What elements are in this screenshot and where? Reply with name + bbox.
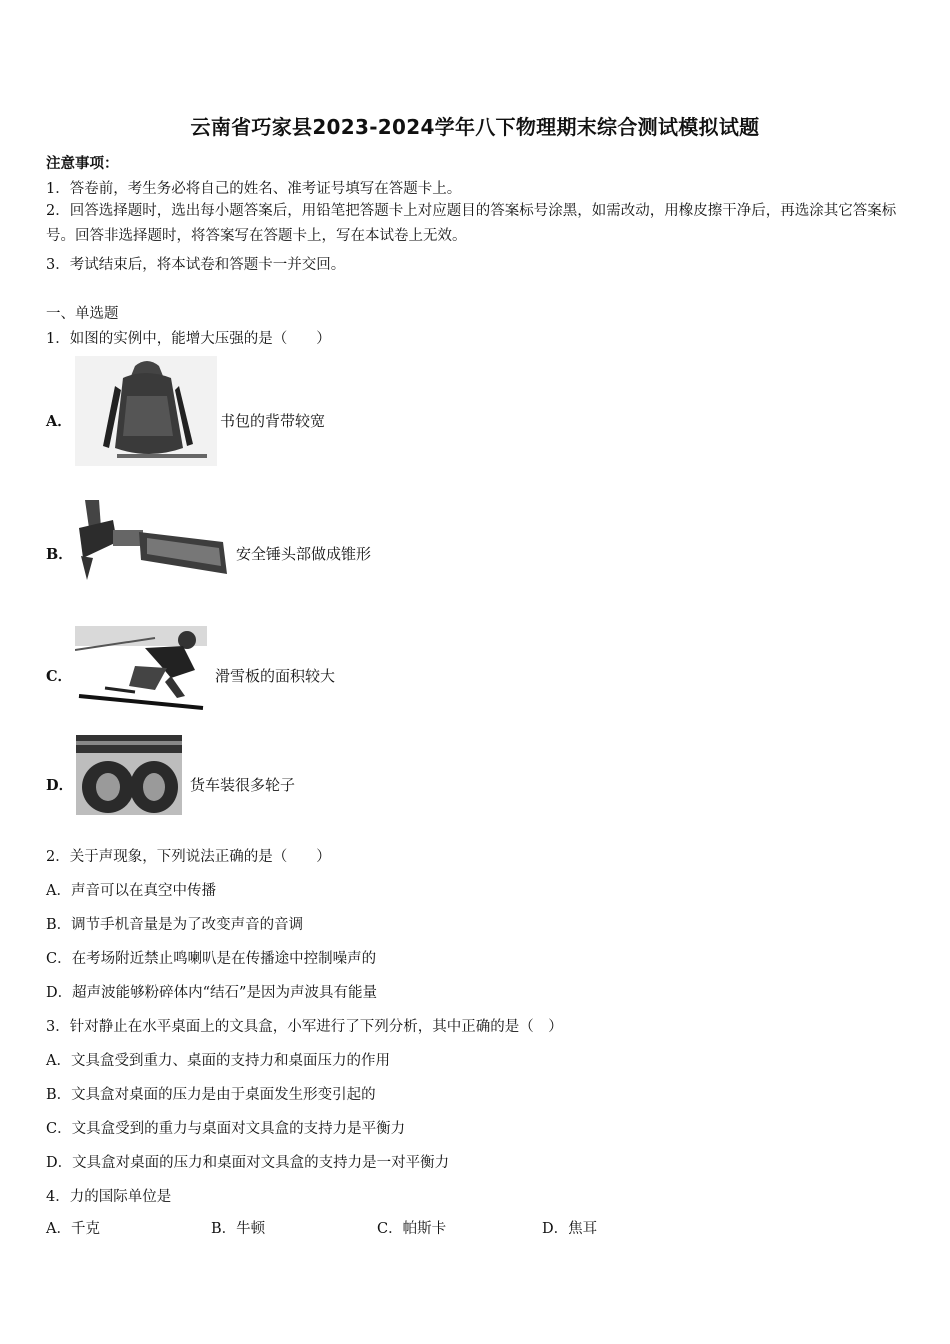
- section-heading: 一、单选题: [46, 306, 119, 322]
- notice-heading: 注意事项：: [46, 155, 119, 172]
- q1-option-d-caption: 货车装很多轮子: [190, 776, 296, 794]
- q1-option-b-letter: B．: [46, 546, 73, 563]
- backpack-icon: [75, 356, 217, 466]
- q3-option-d: D．文具盒对桌面的压力和桌面对文具盒的支持力是一对平衡力: [46, 1155, 450, 1171]
- q4-option-b: B．牛顿: [211, 1221, 266, 1237]
- q2-option-d: D．超声波能够粉碎体内“结石”是因为声波具有能量: [46, 985, 377, 1001]
- q3-stem: 3．针对静止在水平桌面上的文具盒，小军进行了下列分析，其中正确的是（ ）: [46, 1019, 563, 1035]
- q4-option-a: A．千克: [46, 1221, 100, 1237]
- q4-option-d: D．焦耳: [542, 1221, 598, 1237]
- q3-option-a: A．文具盒受到重力、桌面的支持力和桌面压力的作用: [46, 1053, 390, 1069]
- q3-option-b: B．文具盒对桌面的压力是由于桌面发生形变引起的: [46, 1087, 376, 1103]
- notice-item-3: 3．考试结束后，将本试卷和答题卡一并交回。: [46, 257, 346, 273]
- notice-item-2: 2．回答选择题时，选出每小题答案后，用铅笔把答题卡上对应题目的答案标号涂黑，如需改动，用橡皮擦干净后，再选涂其它答案标号。回答非选择题时，将答案写在答题卡上，写在本试卷上无效。: [46, 203, 897, 244]
- skier-icon: [75, 626, 207, 712]
- notice-item-1: 1．答卷前，考生务必将自己的姓名、准考证号填写在答题卡上。: [46, 181, 462, 197]
- q2-option-c: C．在考场附近禁止鸣喇叭是在传播途中控制噪声的: [46, 951, 377, 967]
- q1-stem: 1．如图的实例中，能增大压强的是（ ）: [46, 331, 331, 347]
- q1-option-c-caption: 滑雪板的面积较大: [215, 667, 336, 685]
- q4-option-c: C．帕斯卡: [377, 1221, 447, 1237]
- q2-stem: 2．关于声现象，下列说法正确的是（ ）: [46, 849, 331, 865]
- q2-option-a: A．声音可以在真空中传播: [46, 883, 216, 899]
- safety-hammer-icon: [73, 498, 231, 586]
- q2-option-b: B．调节手机音量是为了改变声音的音调: [46, 917, 304, 933]
- q1-option-b-caption: 安全锤头部做成锥形: [236, 545, 372, 563]
- q3-option-c: C．文具盒受到的重力与桌面对文具盒的支持力是平衡力: [46, 1121, 406, 1137]
- q1-option-c-letter: C．: [46, 668, 73, 685]
- truck-wheels-icon: [76, 735, 182, 815]
- q4-stem: 4．力的国际单位是: [46, 1189, 172, 1205]
- q1-option-a-letter: A．: [46, 413, 72, 430]
- exam-title: 云南省巧家县2023-2024学年八下物理期末综合测试模拟试题: [190, 115, 760, 139]
- q1-option-d-letter: D．: [46, 777, 74, 794]
- q1-option-a-caption: 书包的背带较宽: [220, 412, 326, 430]
